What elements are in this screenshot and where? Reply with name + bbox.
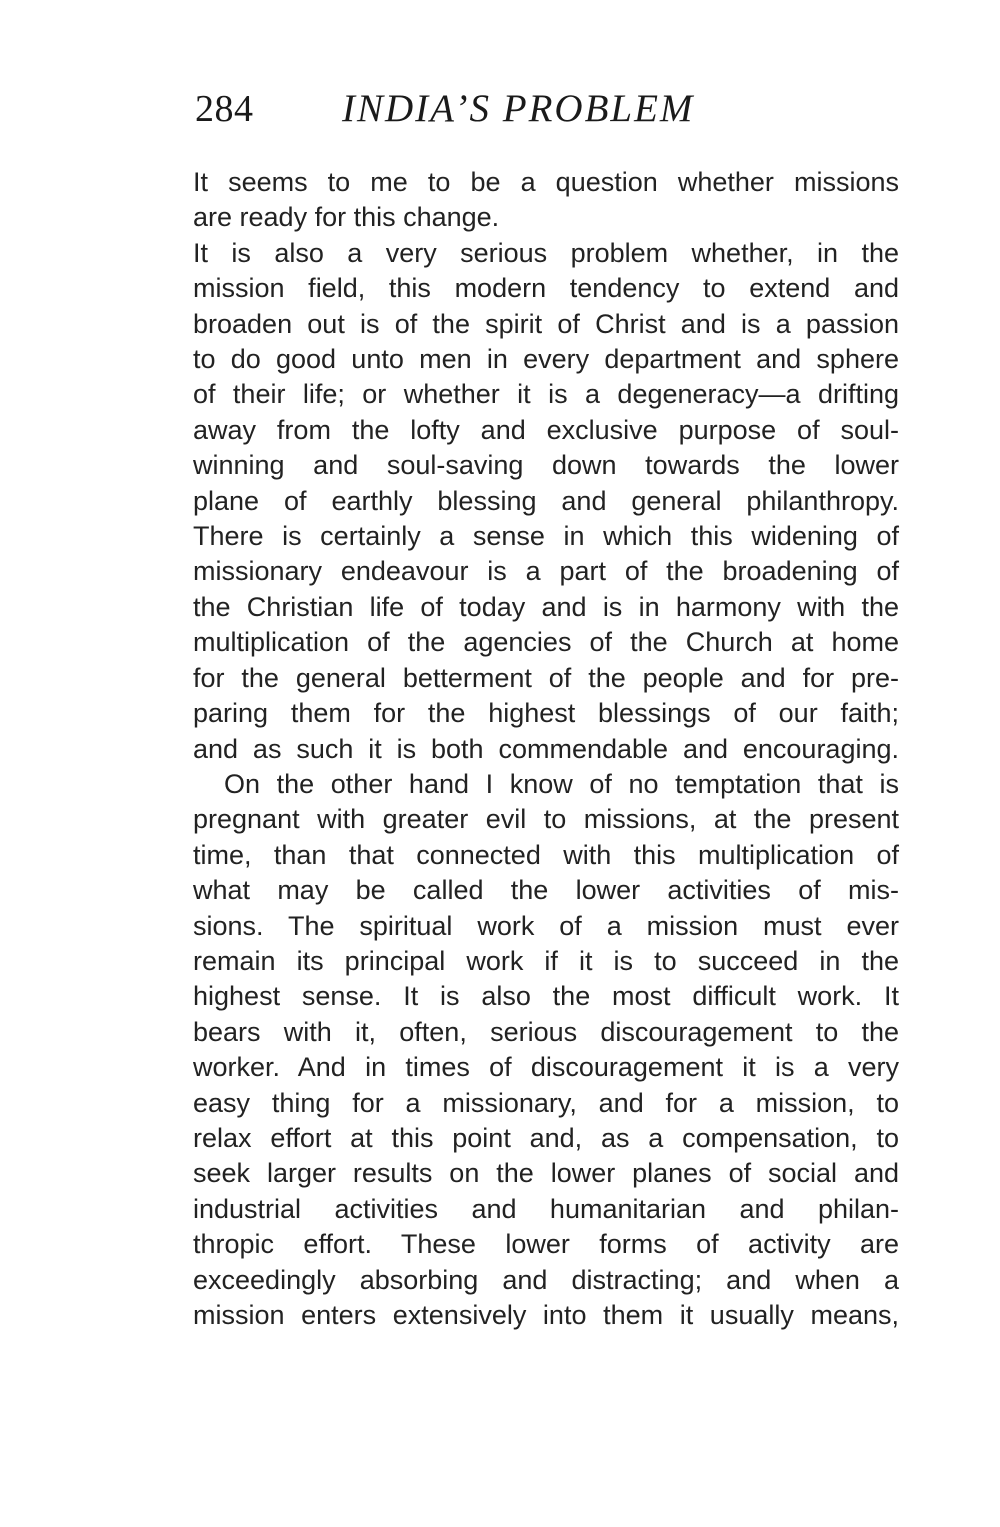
text-line: are ready for this change. <box>193 202 500 233</box>
text-line: It seems to me to be a question whether missions <box>193 167 899 197</box>
page-header <box>195 84 900 144</box>
text-line: thropic effort. These lower forms of activity are <box>193 1229 899 1260</box>
page-number: 284 <box>195 88 254 130</box>
text-line: missionary endeavour is a part of the broadening of <box>193 556 899 587</box>
text-line: highest sense. It is also the most difficult work. It <box>193 981 899 1012</box>
text-line: relax effort at this point and, as a compensation, to <box>193 1122 899 1153</box>
text-line: It is also a very serious problem whether, in the <box>193 237 899 268</box>
text-line: the Christian life of today and is in harmony with the <box>193 591 899 622</box>
text-line: On the other hand I know of no temptation that is <box>224 768 899 799</box>
text-line: mission enters extensively into them it usually means, <box>193 1300 899 1330</box>
text-line: for the general betterment of the people and for pre- <box>193 662 899 693</box>
text-line: seek larger results on the lower planes of social and <box>193 1158 899 1189</box>
text-line: industrial activities and humanitarian and philan- <box>193 1193 899 1224</box>
text-line: exceedingly absorbing and distracting; and when a <box>193 1264 899 1295</box>
text-line: time, than that connected with this multiplication of <box>193 839 899 870</box>
text-line: remain its principal work if it is to succeed in the <box>193 945 899 976</box>
text-line: worker. And in times of discouragement it is a very <box>193 1052 899 1083</box>
text-line: easy thing for a missionary, and for a mission, to <box>193 1087 899 1118</box>
text-line: bears with it, often, serious discouragement to the <box>193 1016 899 1047</box>
text-line: broaden out is of the spirit of Christ and is a passion <box>193 308 899 339</box>
text-line: plane of earthly blessing and general philanthropy. <box>193 485 899 516</box>
text-line: sions. The spiritual work of a mission must ever <box>193 910 899 941</box>
text-line: multiplication of the agencies of the Church at home <box>193 627 899 658</box>
text-line: mission field, this modern tendency to extend and <box>193 273 899 304</box>
text-line: what may be called the lower activities of mis- <box>193 875 899 906</box>
text-line: to do good unto men in every department and sphere <box>193 344 899 375</box>
text-line: paring them for the highest blessings of our faith; <box>193 698 899 729</box>
text-line: away from the lofty and exclusive purpose of soul- <box>193 414 899 445</box>
body-text <box>193 165 899 1333</box>
text-line: of their life; or whether it is a degeneracy—a drifting <box>193 379 899 410</box>
text-line: winning and soul-saving down towards the lower <box>193 450 899 481</box>
running-head: INDIA’S PROBLEM <box>342 87 695 130</box>
text-line: There is certainly a sense in which this widening of <box>193 521 899 552</box>
text-line: pregnant with greater evil to missions, at the present <box>193 804 899 835</box>
text-line: and as such it is both commendable and encouraging. <box>193 733 899 764</box>
